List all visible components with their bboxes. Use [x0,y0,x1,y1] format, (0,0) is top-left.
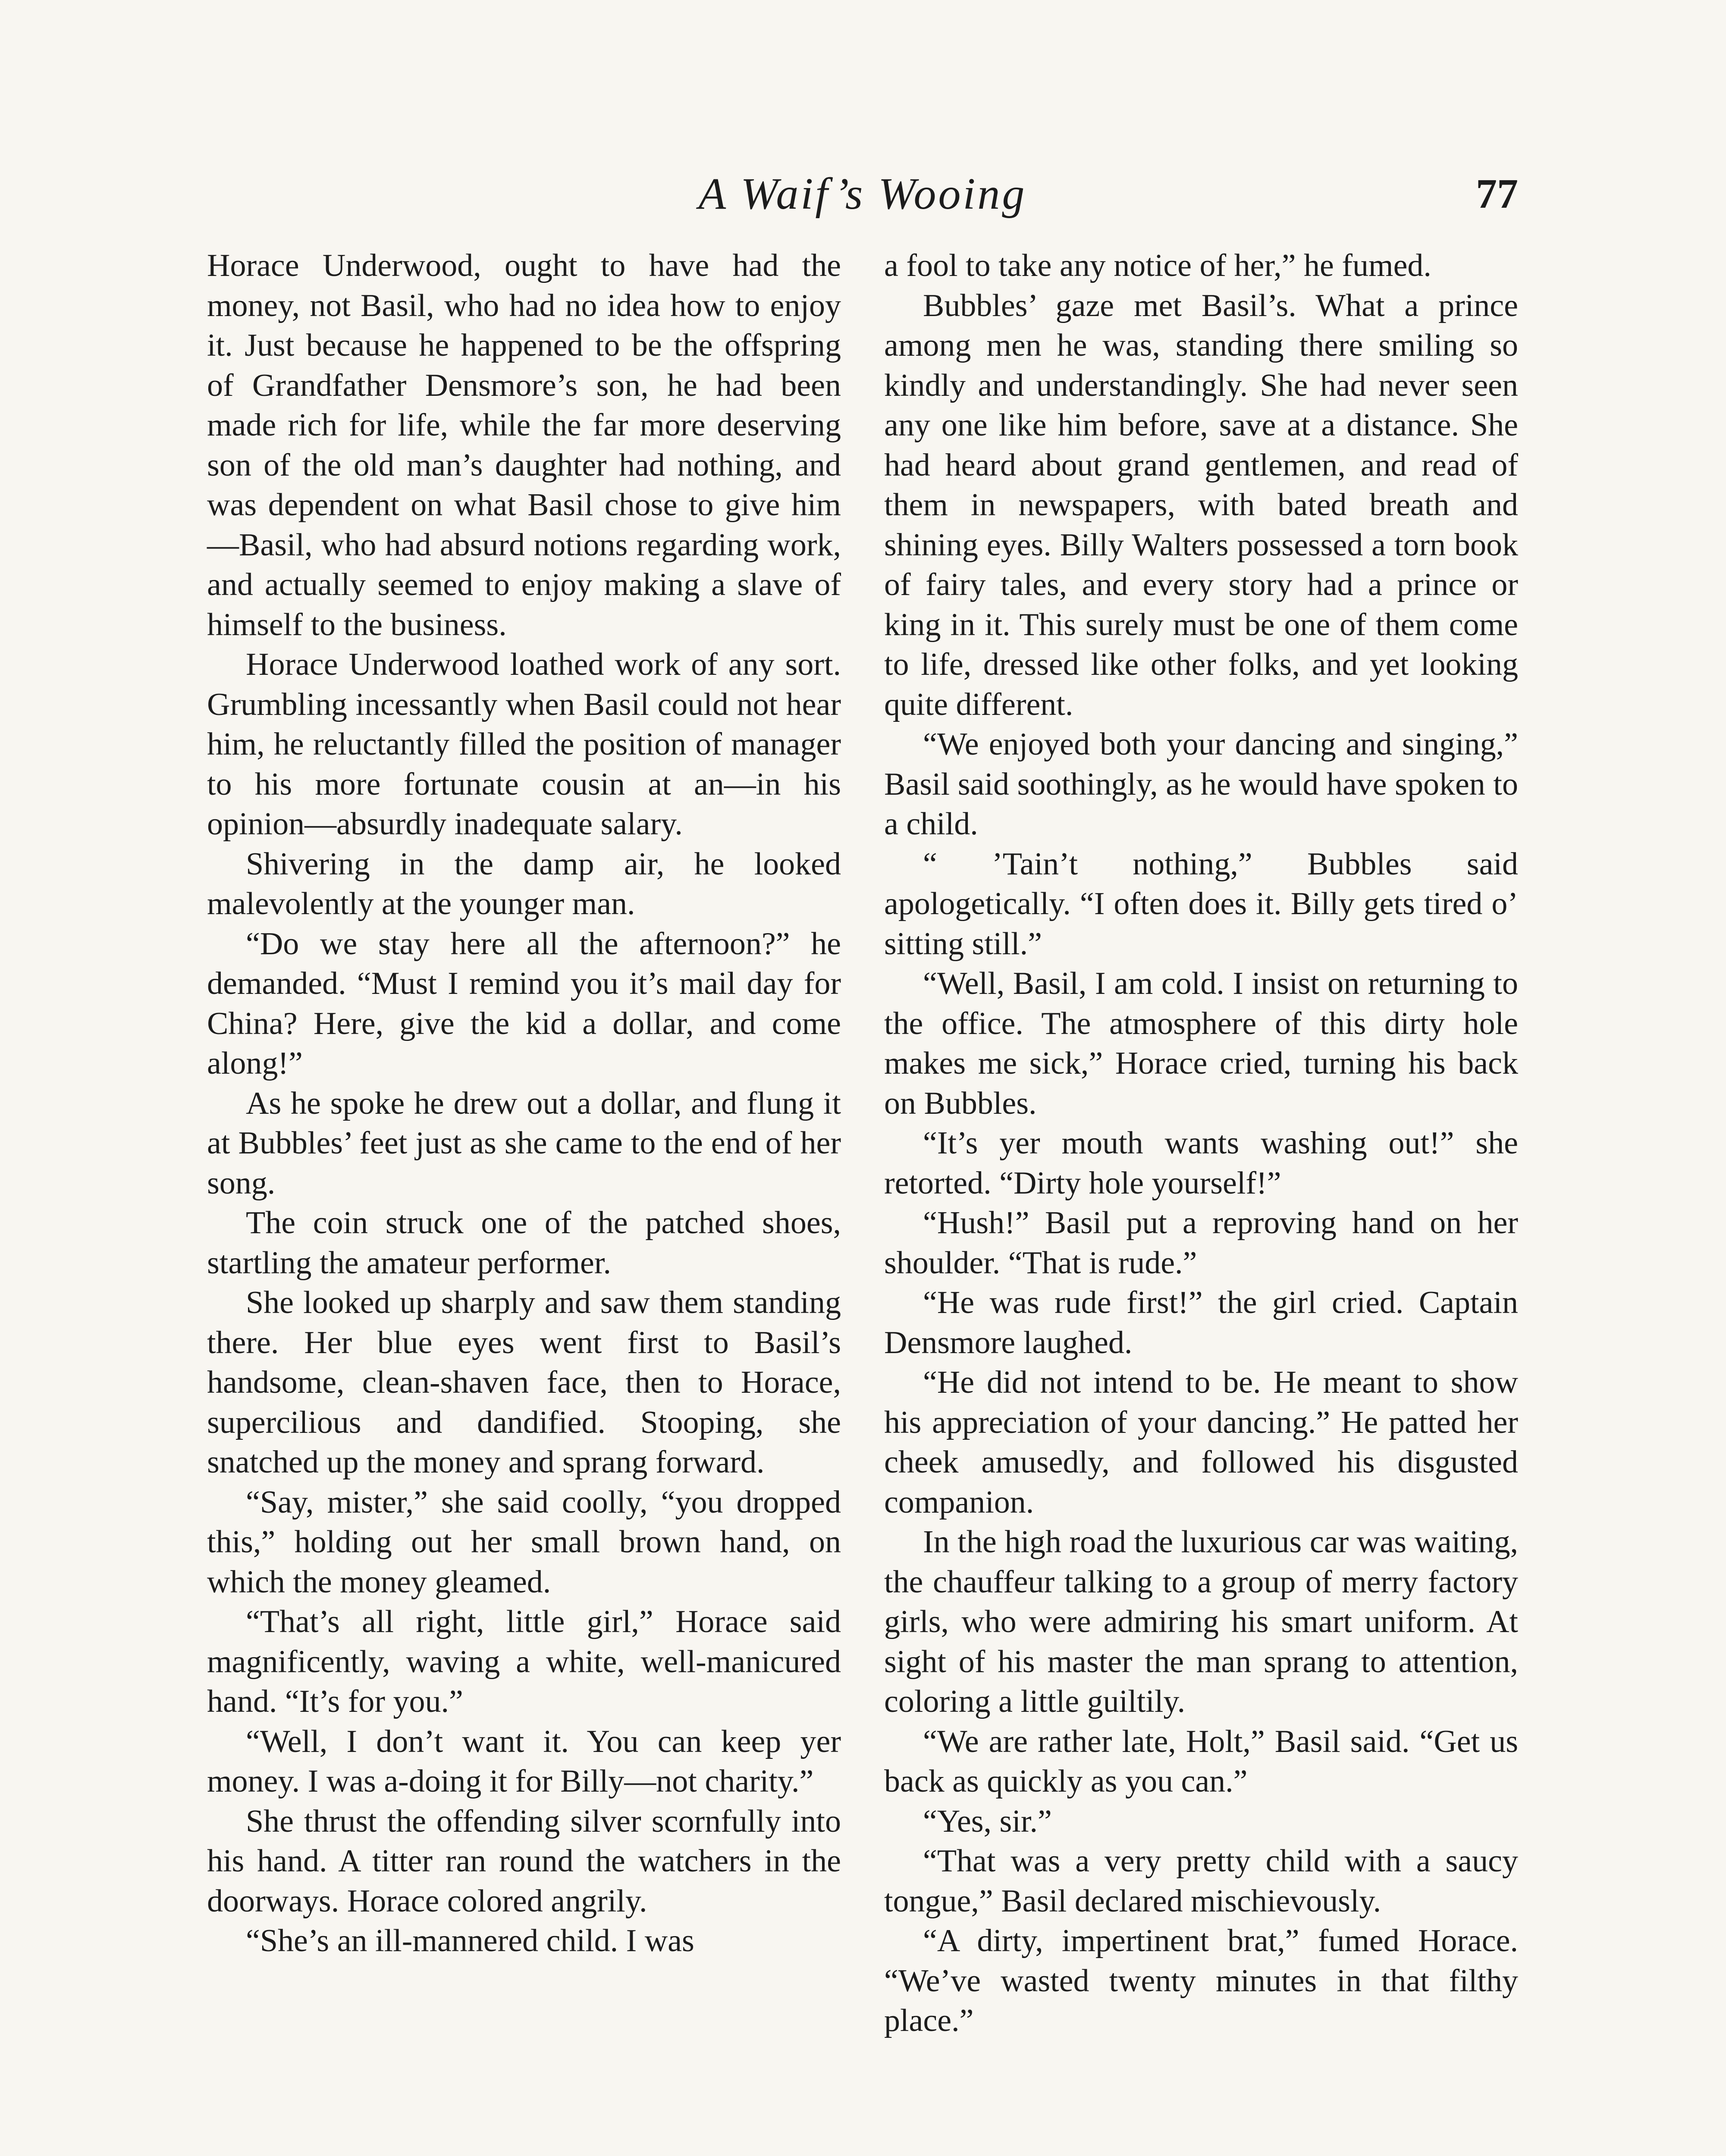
paragraph: “He was rude first!” the girl cried. Captain Densmore laughed. [884,1285,1518,1360]
paragraph: Horace Underwood, ought to have had the money, not Basil, who had no idea how to enjoy it. Just because he happened to be the offspring of Grandfather Densmore’s son, he had been made rich for life, while the far more deserving son of the old man’s daughter had nothing, and was dependent on what Basil chose to give him—Basil, who had absurd notions regarding work, and actually seemed to enjoy making a slave of himself to the business. [207,248,841,642]
paragraph: “A dirty, impertinent brat,” fumed Horace. “We’ve wasted twenty minutes in that filthy place.” [884,1923,1518,2038]
paragraph: She thrust the offending silver scornfully into his hand. A titter ran round the watchers in the doorways. Horace colored angrily. [207,1803,841,1919]
paragraph: As he spoke he drew out a dollar, and flung it at Bubbles’ feet just as she came to the end of her song. [207,1085,841,1201]
paragraph: Shivering in the damp air, he looked malevolently at the younger man. [207,846,841,921]
paragraph: “Hush!” Basil put a reproving hand on her shoulder. “That is rude.” [884,1205,1518,1281]
paragraph: “Well, Basil, I am cold. I insist on returning to the office. The atmosphere of this dirty hole makes me sick,” Horace cried, turning his back on Bubbles. [884,966,1518,1121]
paragraph: “ ’Tain’t nothing,” Bubbles said apologetically. “I often does it. Billy gets tired o’ sitting still.” [884,846,1518,962]
paragraph: “Well, I don’t want it. You can keep yer money. I was a-doing it for Billy—not charity.” [207,1724,841,1799]
paragraph: “We enjoyed both your dancing and singing,” Basil said soothingly, as he would have spoken to a child. [884,727,1518,842]
right-column [884,246,1518,2041]
left-column [207,246,841,1961]
paragraph: “That’s all right, little girl,” Horace said magnificently, waving a white, well-manicured hand. “It’s for you.” [207,1604,841,1719]
paragraph: “We are rather late, Holt,” Basil said. “Get us back as quickly as you can.” [884,1724,1518,1799]
paragraph: Bubbles’ gaze met Basil’s. What a prince among men he was, standing there smiling so kindly and understandingly. She had never seen any one like him before, save at a distance. She had heard about grand gentlemen, and read of them in newspapers, with bated breath and shining eyes. Billy Walters possessed a torn book of fairy tales, and every story had a prince or king in it. This surely must be one of them come to life, dressed like other folks, and yet looking quite different. [884,288,1518,722]
paragraph: a fool to take any notice of her,” he fumed. [884,248,1431,283]
paragraph: Horace Underwood loathed work of any sort. Grumbling incessantly when Basil could not hear him, he reluctantly filled the position of manager to his more fortunate cousin at an—in his opinion—absurdly inadequate salary. [207,647,841,842]
running-head [207,162,1518,231]
page-number: 77 [1476,171,1518,217]
paragraph: She looked up sharply and saw them standing there. Her blue eyes went first to Basil’s handsome, clean-shaven face, then to Horace, supercilious and dandified. Stooping, she snatched up the money and sprang forward. [207,1285,841,1480]
paragraph: “He did not intend to be. He meant to show his appreciation of your dancing.” He patted her cheek amusedly, and followed his disgusted companion. [884,1365,1518,1520]
paragraph: “Say, mister,” she said coolly, “you dropped this,” holding out her small brown hand, on which the money gleamed. [207,1484,841,1600]
paragraph: “That was a very pretty child with a saucy tongue,” Basil declared mischievously. [884,1843,1518,1919]
paragraph: “It’s yer mouth wants washing out!” she retorted. “Dirty hole yourself!” [884,1125,1518,1201]
paragraph: “Yes, sir.” [923,1803,1052,1839]
running-title: A Waif’s Wooing [698,169,1027,219]
paragraph: The coin struck one of the patched shoes, startling the amateur performer. [207,1205,841,1281]
paragraph: “She’s an ill-mannered child. I was [246,1923,694,1959]
paragraph: In the high road the luxurious car was waiting, the chauffeur talking to a group of merry factory girls, who were admiring his smart uniform. At sight of his master the man sprang to attention, coloring a little guiltily. [884,1524,1518,1719]
paragraph: “Do we stay here all the afternoon?” he demanded. “Must I remind you it’s mail day for China? Here, give the kid a dollar, and come along!” [207,926,841,1081]
